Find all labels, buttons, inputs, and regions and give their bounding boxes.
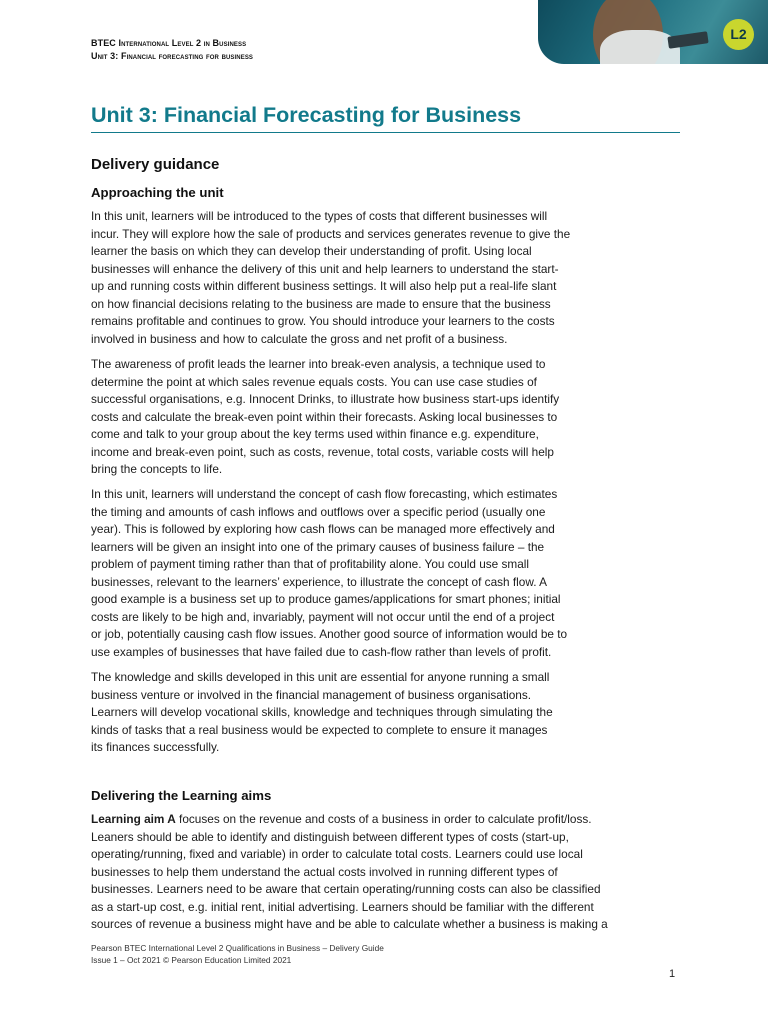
subheading-learning-aims: Delivering the Learning aims xyxy=(91,788,272,803)
page-number: 1 xyxy=(669,968,676,980)
subheading-approaching: Approaching the unit xyxy=(91,185,224,200)
paragraph-4: The knowledge and skills developed in this unit are essential for anyone running a small business venture or involved in the financial management of business organisations. Learners will develop vocational skills, knowledge and techniques through simulating the kinds of tasks that a real business would be expected to complete to ensure it manages its finances successfully. xyxy=(91,670,553,754)
header-qualification: BTEC International Level 2 in Business xyxy=(91,38,247,48)
paragraph-1: In this unit, learners will be introduced to the types of costs that different businesses will incur. They will explore how the sale of products and services generates revenue to give the learner the basis on which they can develop their understanding of profit. Using local businesses will enhance the delivery of this unit and help learners to understand the start- up and running costs within different business settings. It will also help put a real-life slant on how financial decisions relating to the business are made to ensure that the business remains profitable and continues to grow. You should introduce your learners to the costs involved in business and how to calculate the gross and net profit of a business. xyxy=(91,209,571,346)
level-badge: L2 xyxy=(723,19,754,50)
page-footer: Pearson BTEC International Level 2 Qualifications in Business – Delivery Guide Issue 1 – Oct 2021 © Pearson Education Limited 2021 xyxy=(91,943,384,965)
paragraph-5: Learning aim A focuses on the revenue and costs of a business in order to calculate profit/loss. Leaners should be able to identify and distinguish between different types of costs (start-up, operating/running, fixed and variable) in order to calculate total costs. Learners could use local businesses to help them understand the actual costs involved in running different types of businesses. Learners need to be aware that certain operating/running costs can also be classified as a start-up cost, e.g. initial rent, initial advertising. Learners should be familiar with the different sources of revenue a business might have and be able to calculate whether a business is making a xyxy=(91,812,608,931)
section-heading: Delivery guidance xyxy=(91,156,220,173)
paragraph-3: In this unit, learners will understand the concept of cash flow forecasting, which estimates the timing and amounts of cash inflows and outflows over a specific period (usually one year). This is followed by exploring how cash flows can be managed more effectively and learners will be given an insight into one of the primary causes of business failure – the problem of payment timing rather than that of profitability alone. You could use small businesses, relevant to the learners’ experience, to illustrate the concept of cash flow. A good example is a business set up to produce games/applications for smart phones; initial costs are likely to be high and, invariably, payment will not occur until the end of a project or job, potentially causing cash flow issues. Another good source of information would be to use examples of businesses that have failed due to cash-flow rather than levels of profit. xyxy=(91,487,568,659)
tablet-icon xyxy=(667,31,708,48)
header-unit: Unit 3: Financial forecasting for business xyxy=(91,51,254,61)
header-banner-image xyxy=(538,0,768,64)
running-header xyxy=(91,37,253,63)
learning-aim-label: Learning aim A xyxy=(91,812,176,826)
paragraph-2: The awareness of profit leads the learner into break-even analysis, a technique used to determine the point at which sales revenue equals costs. You can use case studies of successful organisations, e.g. Innocent Drinks, to illustrate how business start-ups identify costs and calculate the break-even point within their forecasts. Asking local businesses to come and talk to your group about the key terms used within finance e.g. expenditure, income and break-even point, such as costs, revenue, total costs, variable costs will help bring the concepts to life. xyxy=(91,357,560,476)
page-title: Unit 3: Financial Forecasting for Business xyxy=(91,103,680,133)
